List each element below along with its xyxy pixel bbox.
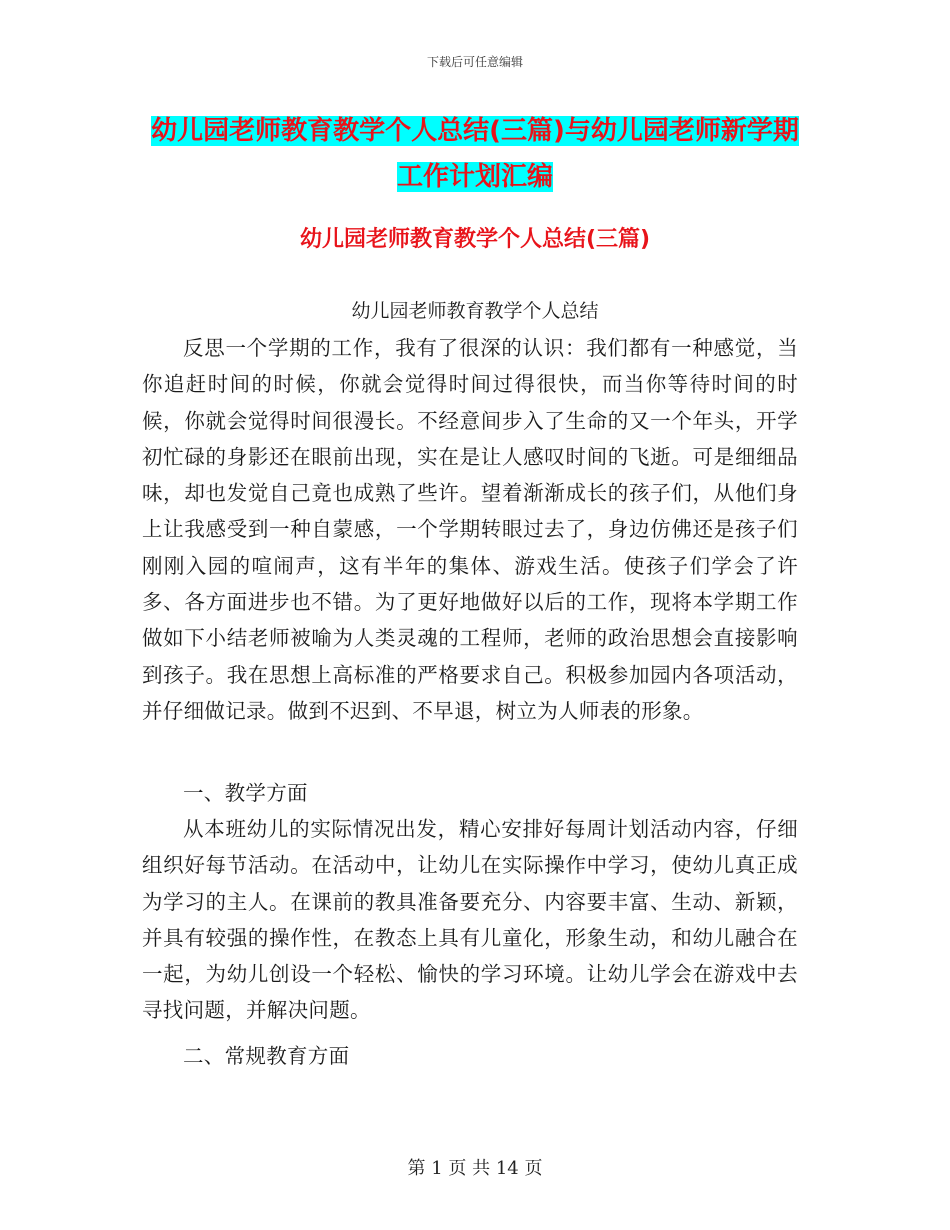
body-heading: [142, 1038, 798, 1074]
heading-routine-education: 二、常规教育方面: [183, 1044, 350, 1068]
document-main-title: [140, 108, 810, 200]
main-title-highlight: 幼儿园老师教育教学个人总结(三篇)与幼儿园老师新学期工作计划汇编: [151, 116, 799, 192]
paragraph-reflection: 反思一个学期的工作，我有了很深的认识：我们都有一种感觉，当你追赶时间的时候，你就会觉得时间过得很快，而当你等待时间的时候，你就会觉得时间很漫长。不经意间步入了生命的又一个年头，开学初忙碌的身影还在眼前出现，实在是让人感叹时间的飞逝。可是细细品味，却也发觉自己竟也成熟了些许。望着渐渐成长的孩子们，从他们身上让我感受到一种自蒙感，一个学期转眼过去了，身边仿佛还是孩子们刚刚入园的喧闹声，这有半年的集体、游戏生活。使孩子们学会了许多、各方面进步也不错。为了更好地做好以后的工作，现将本学期工作做如下小结老师被喻为人类灵魂的工程师，老师的政治思想会直接影响到孩子。我在思想上高标准的严格要求自己。积极参加园内各项活动，并仔细做记录。做到不迟到、不早退，树立为人师表的形象。: [142, 336, 798, 723]
body-heading: [142, 775, 798, 811]
paragraph-teaching: 从本班幼儿的实际情况出发，精心安排好每周计划活动内容，仔细组织好每节活动。在活动中，让幼儿在实际操作中学习，使幼儿真正成为学习的主人。在课前的教具准备要充分、内容要丰富、生动、新颖，并具有较强的操作性，在教态上具有儿童化，形象生动，和幼儿融合在一起，为幼儿创设一个轻松、愉快的学习环境。让幼儿学会在游戏中去寻找问题，并解决问题。: [142, 817, 798, 1023]
heading-teaching: 一、教学方面: [183, 781, 308, 805]
article-title: 幼儿园老师教育教学个人总结(三篇): [299, 227, 651, 252]
body-paragraph: [142, 811, 798, 1029]
section-title: 幼儿园老师教育教学个人总结: [351, 300, 599, 322]
body-paragraph: [142, 330, 798, 729]
page-footer: 第 1 页 共 14 页: [407, 1158, 543, 1179]
header-note: 下载后可任意编辑: [426, 55, 523, 69]
